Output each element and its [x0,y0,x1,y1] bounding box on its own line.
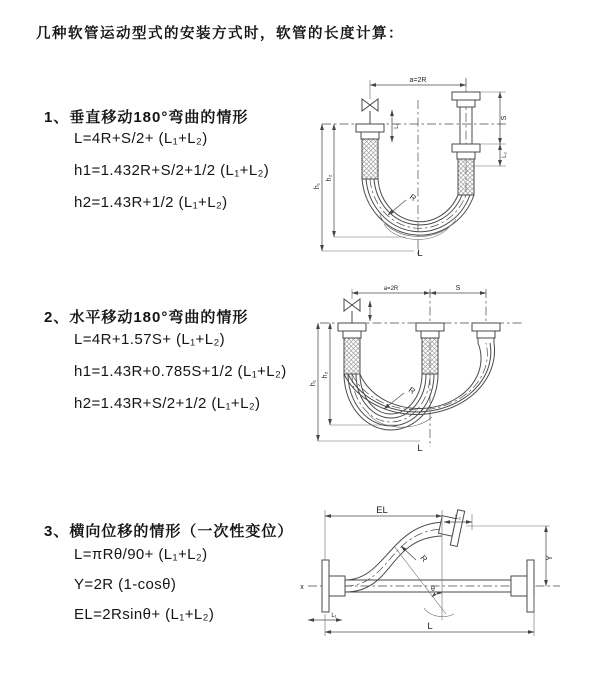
valve-icon [362,99,378,111]
braided-hose-middle [422,338,438,374]
formula-3-y: Y=2R (1-cosθ) [74,576,177,593]
flange-left-body [329,576,345,596]
section-2-formulas [74,331,287,427]
axis-mark: x [300,584,304,591]
diagram-vertical-180-bend [308,74,536,258]
formula-3-l: L=πRθ/90+ (L₁+L₂) [74,546,208,563]
formula-1-h1: h1=1.432R+S/2+1/2 (L₁+L₂) [74,162,270,179]
flange-left-top [338,323,366,331]
flange-upper-tilted [437,507,465,547]
dim-label-s: S [501,115,508,121]
dim-label-s: S [455,285,461,292]
dim-label-y: Y [545,555,554,561]
section-3-heading: 3、横向位移的情形（一次性变位） [44,523,294,540]
dim-label-l2: L₂ [455,515,461,521]
page-title: 几种软管运动型式的安装方式时，软管的长度计算： [36,26,404,42]
section-1-heading: 1、垂直移动180°弯曲的情形 [44,109,249,126]
flange-right-top [472,323,500,331]
flange-left-body [361,132,379,139]
section-1-formulas [74,130,269,226]
radius-leader [388,200,406,215]
flange-left-plate [322,560,329,612]
radius-label: R [407,192,418,203]
dim-label-a2r: a=2R [383,286,399,292]
flange-right-body [457,100,475,107]
length-label: L [417,248,423,258]
flange-left-body [343,331,361,338]
diagram-lateral-displacement [294,502,564,644]
dim-label-h2: h₂ [326,174,333,182]
formula-3-el: EL=2Rsinθ+ (L₁+L₂) [74,606,215,623]
dim-label-l1: L₁ [394,123,400,129]
dim-label-l: L [427,621,433,632]
hose-curve-upper-wall [345,522,444,580]
section-2-heading: 2、水平移动180°弯曲的情形 [44,309,249,326]
hose-curve-lower-wall [345,536,442,592]
dim-label-el: EL [376,505,388,516]
dim-label-h1: h₁ [314,182,321,190]
formula-1-l: L=4R+S/2+ (L₁+L₂) [74,130,208,147]
dim-label-h2: h₂ [322,371,329,379]
dim-label-h1: h₁ [310,379,317,387]
braided-hose-left [344,338,360,374]
radius-label: R [406,385,417,396]
valve-icon [344,299,360,311]
hose-arc-outer [344,374,438,430]
hose-displaced-outer [344,343,495,414]
radius-label: R [418,553,430,564]
formula-1-h2: h2=1.43R+1/2 (L₁+L₂) [74,194,228,211]
flange-right-body [477,331,495,338]
flange-right-plate [527,560,534,612]
dim-label-a2r: a=2R [409,77,427,84]
angle-arc-2 [424,608,454,617]
dim-label-l2: L₂ [502,152,508,158]
flange-right-top [452,92,480,100]
dim-label-l1: L₁ [331,613,337,619]
formula-2-l: L=4R+1.57S+ (L₁+L₂) [74,331,226,348]
diagram-horizontal-180-bend [304,281,536,453]
flange-right-lower [452,144,480,152]
formula-2-h2: h2=1.43R+S/2+1/2 (L₁+L₂) [74,395,261,412]
flange-middle-top [416,323,444,331]
flange-middle-body [421,331,439,338]
angle-arc [432,593,442,597]
section-3-formulas [74,546,214,636]
braided-hose-left [362,139,378,179]
braided-hose-right [458,159,474,195]
length-label: L [417,443,423,453]
flange-left-top [356,124,384,132]
formula-2-h1: h1=1.43R+0.785S+1/2 (L₁+L₂) [74,363,287,380]
flange-right-lower-body [457,152,475,159]
flange-right-body [511,576,527,596]
angle-label: θ [431,586,435,593]
